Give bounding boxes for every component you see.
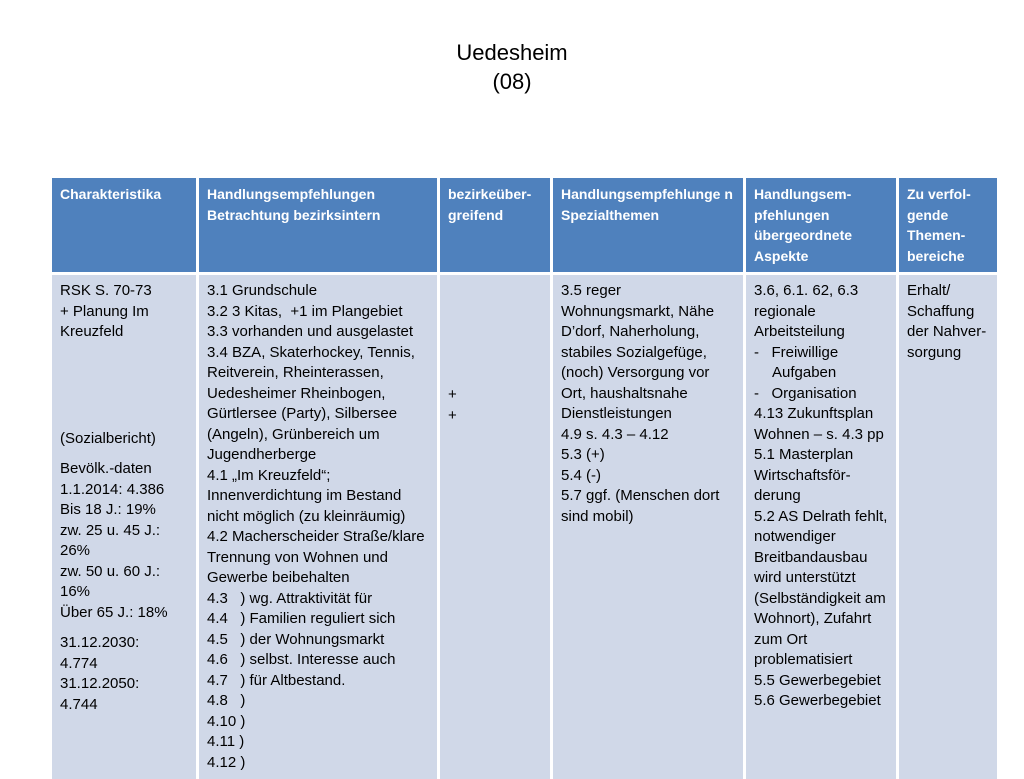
- recommendations-table: [52, 178, 997, 779]
- cell-themenbereiche: [899, 275, 997, 779]
- cell-line: 31.12.2050:: [60, 675, 140, 692]
- header-spezialthemen: Handlungsempfehlunge n Spezialthemen: [553, 178, 746, 275]
- cell-line: 4.13 Zukunftsplan Wohnen – s. 4.3 pp: [754, 405, 884, 443]
- cell-line: 1.1.2014: 4.386: [60, 480, 165, 498]
- cell-line: 4.3 ) wg. Attraktivität für: [207, 589, 373, 607]
- cell-line: 3.3 vorhanden und ausgelastet: [207, 323, 413, 340]
- cell-line: 5.4 (-): [561, 466, 602, 484]
- cell-line: zw. 50 u. 60 J.: 16%: [60, 562, 165, 600]
- cell-line: 5.3 (+): [561, 446, 605, 463]
- bullet-item: - Freiwillige Aufgaben: [754, 343, 842, 381]
- cell-line: 4.6 ) selbst. Interesse auch: [207, 651, 396, 668]
- cell-line: 4.11 ): [207, 733, 245, 750]
- header-charakteristika: Charakteristika: [52, 178, 199, 275]
- header-themenbereiche: Zu verfol-gende Themen-bereiche: [899, 178, 997, 275]
- bullet-item: - Organisation: [754, 384, 857, 402]
- cell-line: zw. 25 u. 45 J.: 26%: [60, 521, 165, 559]
- cell-line: 3.4 BZA, Skaterhockey, Tennis, Reitverein, Rheinterassen, Uedesheimer Rheinbogen, Gürtlersee (Party), Silbersee (Angeln), Grünbereich um Jugendherberge: [207, 343, 420, 463]
- bullet-text: Freiwillige Aufgaben: [771, 343, 842, 381]
- cell-line: 4.9 s. 4.3 – 4.12: [561, 425, 669, 443]
- cell-line: +: [448, 406, 457, 424]
- cell-line: 4.744: [60, 695, 98, 713]
- header-row: [52, 178, 997, 275]
- cell-line: RSK S. 70-73: [60, 282, 152, 299]
- cell-line: 4.7 ) für Altbestand.: [207, 671, 346, 689]
- cell-line: 3.2 3 Kitas, +1 im Plangebiet: [207, 302, 403, 320]
- cell-line: 4.4 ) Familien reguliert sich: [207, 610, 396, 627]
- cell-line: 4.12 ): [207, 753, 246, 771]
- slide-title: [0, 38, 1024, 96]
- cell-bezirksintern: [199, 275, 440, 779]
- cell-line: 4.10 ): [207, 712, 246, 730]
- cell-line: 5.2 AS Delrath fehlt, notwendiger Breitbandausbau wird unterstützt (Selbständigkeit am Wohnort), Zufahrt zum Ort problematisiert: [754, 507, 892, 668]
- cell-line: + Planung Im Kreuzfeld: [60, 302, 153, 340]
- cell-line: 5.7 ggf. (Menschen dort sind mobil): [561, 487, 724, 525]
- cell-spezialthemen: [553, 275, 746, 779]
- cell-line: 4.8 ): [207, 692, 246, 709]
- cell-line: 4.5 ) der Wohnungsmarkt: [207, 630, 385, 648]
- header-bezirksintern: Handlungsempfehlungen Betrachtung bezirksintern: [199, 178, 440, 275]
- cell-line: 5.5 Gewerbegebiet: [754, 671, 881, 689]
- cell-line: 4.1 „Im Kreuzfeld“; Innenverdichtung im Bestand nicht möglich (zu kleinräumig): [207, 466, 406, 525]
- table-row: [52, 275, 997, 779]
- cell-line: 5.1 Masterplan Wirtschaftsför-derung: [754, 446, 858, 504]
- title-line-2: (08): [492, 69, 532, 94]
- cell-line: Bevölk.-daten: [60, 460, 152, 477]
- header-uebergeordnete-aspekte: Handlungsem-pfehlungen übergeordnete Aspekte: [746, 178, 899, 275]
- bullet-text: Organisation: [771, 384, 857, 402]
- cell-line: 3.5 reger Wohnungsmarkt, Nähe D’dorf, Naherholung, stabiles Sozialgefüge, (noch) Versorgung vor Ort, haushaltsnahe Dienstleistungen: [561, 282, 719, 422]
- header-bezirksuebergreifend: bezirkeüber-greifend: [440, 178, 553, 275]
- cell-line: Bis 18 J.: 19%: [60, 501, 156, 518]
- cell-charakteristika: [52, 275, 199, 779]
- cell-line: 31.12.2030:: [60, 634, 140, 651]
- cell-uebergeordnete-aspekte: [746, 275, 899, 779]
- cell-line: 3.1 Grundschule: [207, 282, 318, 299]
- cell-line: (Sozialbericht): [60, 429, 156, 447]
- cell-bezirksuebergreifend: [440, 275, 553, 779]
- cell-line: Über 65 J.: 18%: [60, 603, 168, 621]
- cell-line: 5.6 Gewerbegebiet: [754, 692, 881, 709]
- cell-line: +: [448, 386, 457, 403]
- cell-line: 3.6, 6.1. 62, 6.3 regionale Arbeitsteilung: [754, 282, 863, 340]
- title-line-1: Uedesheim: [456, 40, 568, 65]
- cell-line: 4.774: [60, 654, 98, 672]
- cell-line: 4.2 Macherscheider Straße/klare Trennung von Wohnen und Gewerbe beibehalten: [207, 528, 429, 586]
- cell-line: Erhalt/ Schaffung der Nahver-sorgung: [907, 282, 987, 361]
